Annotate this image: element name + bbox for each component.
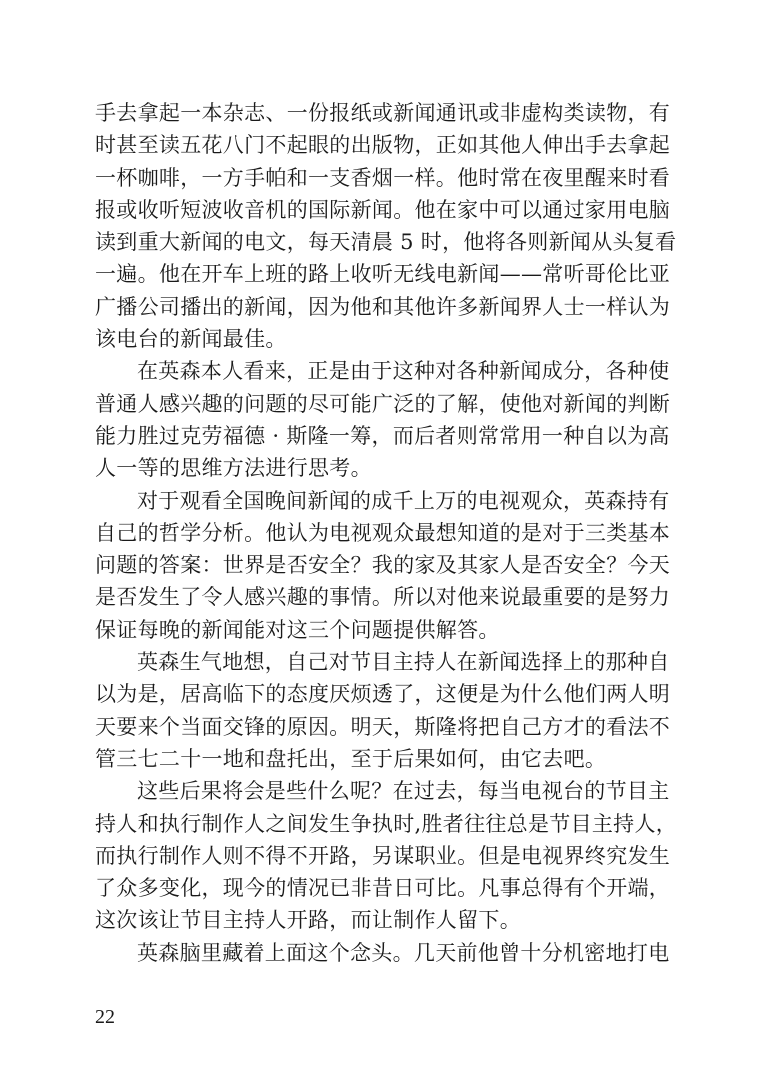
text-line: 持人和执行制作人之间发生争执时,胜者往往总是节目主持人， — [95, 811, 678, 836]
text-line: 该电台的新闻最佳。 — [95, 327, 287, 352]
page-number: 22 — [95, 1006, 115, 1028]
paragraph-start-line: 英森生气地想，自己对节目主持人在新闻选择上的那种自 — [137, 650, 670, 675]
text-line: 时甚至读五花八门不起眼的出版物，正如其他人伸出手去拿起 — [95, 133, 671, 158]
text-line: 保证每晚的新闻能对这三个问题提供解答。 — [95, 617, 500, 642]
text-line: 一遍。他在开车上班的路上收听无线电新闻——常听哥伦比亚 — [95, 262, 671, 287]
paragraph-start-line: 对于观看全国晚间新闻的成千上万的电视观众，英森持有 — [137, 488, 670, 513]
paragraph-start-line: 在英森本人看来，正是由于这种对各种新闻成分，各种使 — [137, 359, 670, 384]
text-line: 一杯咖啡，一方手帕和一支香烟一样。他时常在夜里醒来时看 — [95, 165, 671, 190]
text-line: 读到重大新闻的电文，每天清晨 5 时，他将各则新闻从头复看 — [95, 230, 677, 255]
text-line: 手去拿起一本杂志、一份报纸或新闻通讯或非虚构类读物，有 — [95, 101, 671, 125]
text-line: 而执行制作人则不得不开路，另谋职业。但是电视界终究发生 — [95, 843, 671, 868]
text-line: 普通人感兴趣的问题的尽可能广泛的了解，使他对新闻的判断 — [95, 391, 671, 416]
text-line: 自己的哲学分析。他认为电视观众最想知道的是对于三类基本 — [95, 520, 671, 545]
text-line: 广播公司播出的新闻，因为他和其他许多新闻界人士一样认为 — [95, 294, 671, 319]
text-line: 管三七二十一地和盘托出，至于后果如何，由它去吧。 — [95, 746, 607, 771]
text-line: 天要来个当面交锋的原因。明天，斯隆将把自己方才的看法不 — [95, 714, 671, 739]
text-line: 报或收听短波收音机的国际新闻。他在家中可以通过家用电脑 — [95, 197, 671, 222]
text-line: 问题的答案：世界是否安全？我的家及其家人是否安全？今天 — [95, 553, 671, 578]
body-text — [95, 97, 678, 969]
text-line: 这次该让节目主持人开路，而让制作人留下。 — [95, 908, 521, 933]
text-line: 能力胜过克劳福德 · 斯隆一筹，而后者则常常用一种自以为高 — [95, 423, 670, 448]
text-line: 人一等的思维方法进行思考。 — [95, 456, 372, 481]
paragraph-start-line: 英森脑里藏着上面这个念头。几天前他曾十分机密地打电 — [137, 940, 670, 965]
paragraph-start-line: 这些后果将会是些什么呢？在过去，每当电视台的节目主 — [137, 779, 670, 804]
text-line: 了众多变化，现今的情况已非昔日可比。凡事总得有个开端， — [95, 876, 671, 901]
text-line: 以为是，居高临下的态度厌烦透了，这便是为什么他们两人明 — [95, 682, 671, 707]
text-line: 是否发生了令人感兴趣的事情。所以对他来说最重要的是努力 — [95, 585, 671, 610]
